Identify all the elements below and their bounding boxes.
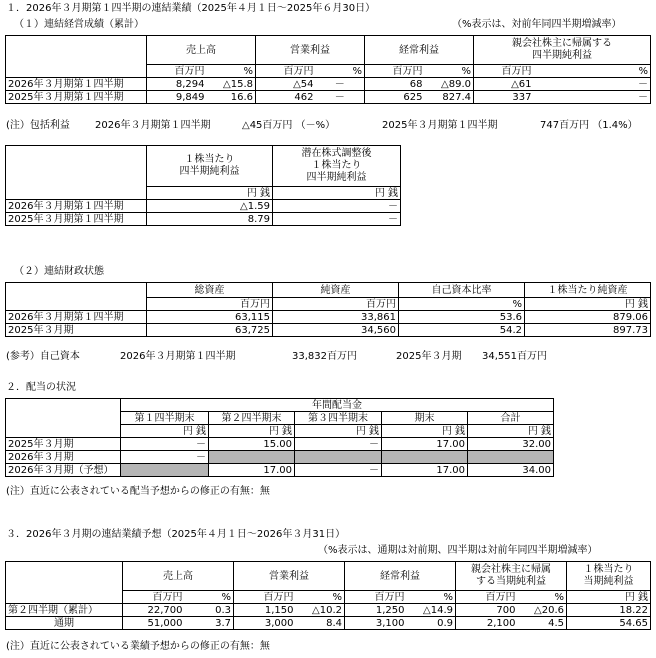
table-row — [6, 451, 554, 464]
cell: － — [121, 451, 209, 464]
cell: 51,000 — [123, 617, 185, 630]
header-diluted-eps — [273, 146, 401, 187]
section3-title: ３．2026年３月期の連結業績予想（2025年４月１日～2026年３月31日） — [6, 529, 346, 540]
header-ordinary-profit: 経常利益 — [365, 36, 474, 65]
unit-cell: % — [185, 591, 234, 604]
cell: 22,700 — [123, 604, 185, 617]
cell: 9,849 — [147, 91, 207, 104]
header-eps-line2: 四半期純利益 — [179, 166, 240, 177]
cell: 8.4 — [296, 617, 345, 630]
unit-cell: 円 銭 — [382, 425, 468, 438]
header-ordinary-profit: 経常利益 — [345, 562, 456, 591]
financial-position-table — [5, 282, 651, 337]
table-row — [6, 78, 651, 91]
header-eps — [147, 146, 273, 187]
header-eps-line2: 当期純利益 — [583, 576, 634, 587]
cell: － — [121, 438, 209, 451]
cell: 700 — [456, 604, 518, 617]
header-diluted-line2: １株当たり — [311, 160, 362, 171]
financial-position-subtitle: （２）連結財政状態 — [14, 266, 104, 277]
unit-cell: 円 銭 — [147, 187, 273, 200]
cell: 17.00 — [382, 438, 468, 451]
header-net-profit — [456, 562, 567, 591]
cell: 1,150 — [234, 604, 296, 617]
cell: 8,294 — [147, 78, 207, 91]
ref-equity-period2: 2025年３月期 — [396, 351, 462, 362]
ref-equity-value1: 33,832百万円 — [292, 351, 357, 362]
cell: 897.73 — [525, 324, 651, 337]
header-net-profit — [474, 36, 651, 65]
unit-cell: 百万円 — [365, 65, 425, 78]
comprehensive-income-value1: △45百万円 （－%） — [242, 120, 336, 131]
cell: － — [295, 464, 382, 477]
row-label: 2025年３月期 — [6, 324, 147, 337]
unit-cell: % — [296, 591, 345, 604]
cell: 462 — [256, 91, 316, 104]
table-row — [6, 200, 401, 213]
header-q3-end: 第３四半期末 — [295, 412, 382, 425]
header-net-assets: 純資産 — [273, 283, 399, 298]
section3-pct-note: （%表示は、通期は対前期、四半期は対前年同四半期増減率） — [318, 545, 598, 556]
cell: 2,100 — [456, 617, 518, 630]
cell: － — [273, 213, 401, 226]
section1-title: １．2026年３月期第１四半期の連結業績（2025年４月１日～2025年６月30日） — [6, 3, 376, 14]
dividends-table — [5, 398, 554, 477]
cell: 16.6 — [207, 91, 256, 104]
unit-cell: 百万円 — [234, 591, 296, 604]
unit-cell: % — [518, 591, 567, 604]
shaded-cell — [468, 451, 554, 464]
unit-cell: 百万円 — [147, 65, 207, 78]
cell: 1,250 — [345, 604, 407, 617]
table-row — [6, 324, 651, 337]
header-q2-end: 第２四半期末 — [209, 412, 295, 425]
header-bps: １株当たり純資産 — [525, 283, 651, 298]
row-label: 2026年３月期第１四半期 — [6, 311, 147, 324]
cell: 54.2 — [399, 324, 525, 337]
eps-table — [5, 145, 401, 226]
row-label: 2026年３月期第１四半期 — [6, 78, 147, 91]
unit-cell: 百万円 — [256, 65, 316, 78]
cell: △20.6 — [518, 604, 567, 617]
row-label: 第２四半期（累計） — [6, 604, 123, 617]
cell: 827.4 — [425, 91, 474, 104]
header-diluted-line1: 潜在株式調整後 — [301, 148, 372, 159]
table-row — [6, 617, 651, 630]
cell: 63,725 — [147, 324, 273, 337]
operating-results-table — [5, 35, 651, 104]
unit-cell: 円 銭 — [209, 425, 295, 438]
ref-equity-period1: 2026年３月期第１四半期 — [120, 351, 236, 362]
unit-cell: % — [534, 65, 651, 78]
unit-cell: % — [425, 65, 474, 78]
cell: 53.6 — [399, 311, 525, 324]
row-label: 通期 — [6, 617, 123, 630]
header-diluted-line3: 四半期純利益 — [306, 172, 367, 183]
unit-cell: 円 銭 — [121, 425, 209, 438]
cell: － — [534, 91, 651, 104]
header-net-profit-line2: する当期純利益 — [476, 576, 546, 587]
row-label: 2025年３月期 — [6, 438, 121, 451]
unit-cell: % — [399, 298, 525, 311]
header-net-profit-line2: 四半期純利益 — [532, 50, 592, 61]
cell: △1.59 — [147, 200, 273, 213]
ref-equity-value2: 34,551百万円 — [482, 351, 547, 362]
cell: 3.7 — [185, 617, 234, 630]
header-eps-line1: １株当たり — [184, 154, 235, 165]
header-total: 合計 — [468, 412, 554, 425]
shaded-cell — [295, 451, 382, 464]
unit-cell: 円 銭 — [468, 425, 554, 438]
cell: △54 — [256, 78, 316, 91]
cell: 34,560 — [273, 324, 399, 337]
cell: 3,100 — [345, 617, 407, 630]
row-label: 2026年３月期第１四半期 — [6, 200, 147, 213]
section2-title: ２．配当の状況 — [6, 382, 76, 393]
header-net-profit-line1: 親会社株主に帰属 — [471, 564, 551, 575]
cell: △10.2 — [296, 604, 345, 617]
cell: － — [273, 200, 401, 213]
header-equity-ratio: 自己資本比率 — [399, 283, 525, 298]
shaded-cell — [382, 451, 468, 464]
shaded-cell — [121, 464, 209, 477]
cell: 32.00 — [468, 438, 554, 451]
header-annual-dividend: 年間配当金 — [121, 399, 554, 412]
forecast-note: (注）直近に公表されている業績予想からの修正の有無：無 — [6, 641, 270, 652]
cell: － — [316, 78, 365, 91]
cell: △89.0 — [425, 78, 474, 91]
table-row — [6, 311, 651, 324]
cell: － — [534, 78, 651, 91]
ref-equity-label: (参考）自己資本 — [6, 351, 80, 362]
cell: 4.5 — [518, 617, 567, 630]
unit-cell: 円 銭 — [567, 591, 651, 604]
header-eps — [567, 562, 651, 591]
unit-cell: 百万円 — [456, 591, 518, 604]
cell: 8.79 — [147, 213, 273, 226]
table-row — [6, 438, 554, 451]
unit-cell: 百万円 — [123, 591, 185, 604]
table-row — [6, 213, 401, 226]
comprehensive-income-label: (注）包括利益 — [6, 120, 70, 131]
cell: 34.00 — [468, 464, 554, 477]
cell: － — [295, 438, 382, 451]
dividend-note: (注）直近に公表されている配当予想からの修正の有無：無 — [6, 486, 270, 497]
unit-cell: 円 銭 — [295, 425, 382, 438]
cell: 3,000 — [234, 617, 296, 630]
section1-subtitle: （１）連結経営成績（累計） — [14, 19, 144, 30]
cell: 337 — [474, 91, 534, 104]
cell: 17.00 — [209, 464, 295, 477]
header-net-profit-line1: 親会社株主に帰属する — [512, 38, 612, 49]
header-operating-profit: 営業利益 — [234, 562, 345, 591]
header-sales: 売上高 — [147, 36, 256, 65]
cell: 17.00 — [382, 464, 468, 477]
table-row — [6, 464, 554, 477]
header-eps-line1: １株当たり — [583, 564, 634, 575]
header-operating-profit: 営業利益 — [256, 36, 365, 65]
unit-cell: 円 銭 — [273, 187, 401, 200]
header-sales: 売上高 — [123, 562, 234, 591]
unit-cell: % — [207, 65, 256, 78]
cell: 625 — [365, 91, 425, 104]
comprehensive-income-period2: 2025年３月期第１四半期 — [382, 120, 498, 131]
cell: 15.00 — [209, 438, 295, 451]
cell: △14.9 — [407, 604, 456, 617]
cell: △15.8 — [207, 78, 256, 91]
cell: 68 — [365, 78, 425, 91]
cell: 18.22 — [567, 604, 651, 617]
shaded-cell — [209, 451, 295, 464]
cell: △61 — [474, 78, 534, 91]
unit-cell: 百万円 — [273, 298, 399, 311]
cell: 54.65 — [567, 617, 651, 630]
unit-cell: 円 銭 — [525, 298, 651, 311]
section1-pct-note: （%表示は、対前年同四半期増減率） — [452, 19, 622, 30]
unit-cell: % — [316, 65, 365, 78]
row-label: 2025年３月期第１四半期 — [6, 91, 147, 104]
unit-cell: 百万円 — [345, 591, 407, 604]
cell: 33,861 — [273, 311, 399, 324]
cell: 0.9 — [407, 617, 456, 630]
table-row — [6, 604, 651, 617]
comprehensive-income-period1: 2026年３月期第１四半期 — [95, 120, 211, 131]
forecast-table — [5, 561, 651, 630]
header-year-end: 期末 — [382, 412, 468, 425]
unit-cell: 百万円 — [474, 65, 534, 78]
cell: 0.3 — [185, 604, 234, 617]
row-label: 2026年３月期 — [6, 451, 121, 464]
row-label: 2026年３月期（予想） — [6, 464, 121, 477]
header-q1-end: 第１四半期末 — [121, 412, 209, 425]
cell: 879.06 — [525, 311, 651, 324]
comprehensive-income-value2: 747百万円 （1.4%） — [540, 120, 638, 131]
cell: － — [316, 91, 365, 104]
unit-cell: 百万円 — [147, 298, 273, 311]
unit-cell: % — [407, 591, 456, 604]
cell: 63,115 — [147, 311, 273, 324]
row-label: 2025年３月期第１四半期 — [6, 213, 147, 226]
header-total-assets: 総資産 — [147, 283, 273, 298]
table-row — [6, 91, 651, 104]
